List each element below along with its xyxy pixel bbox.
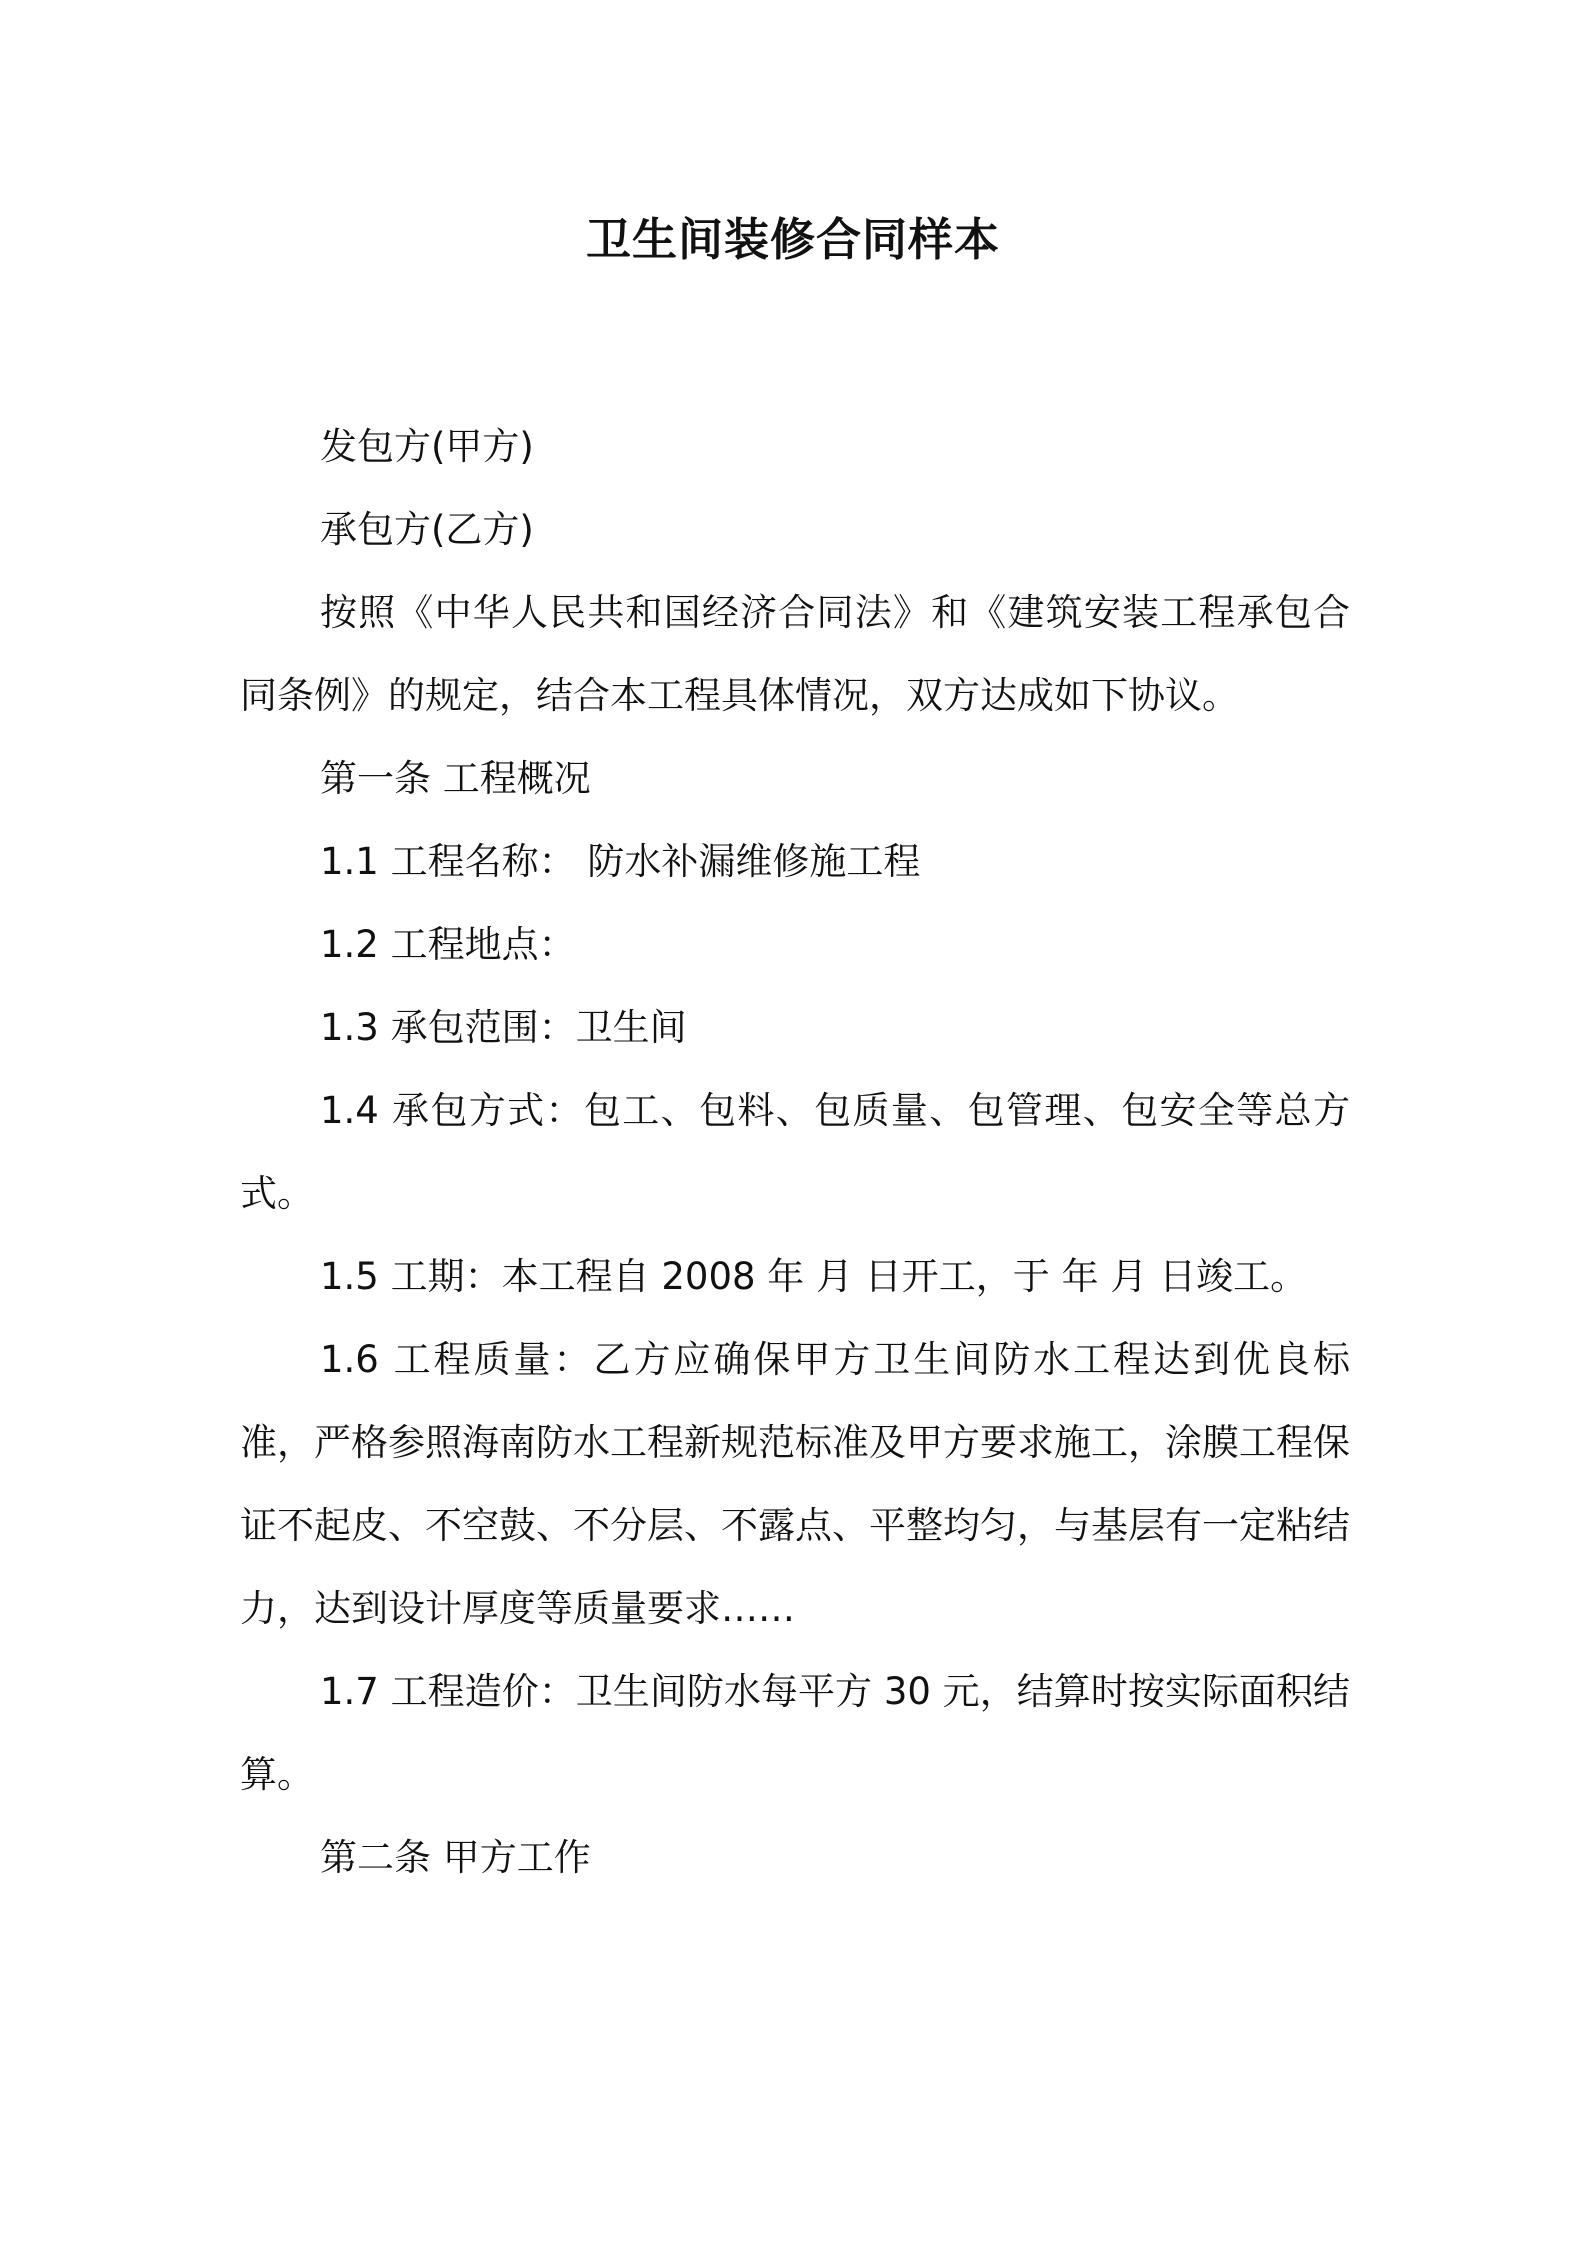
document-body xyxy=(240,405,1350,1899)
clause-1-1: 1.1 工程名称： 防水补漏维修施工程 xyxy=(320,840,921,883)
article-1-heading: 第一条 工程概况 xyxy=(320,757,591,800)
document-title: 卫生间装修合同样本 xyxy=(585,213,1000,266)
clause-1-2: 1.2 工程地点： xyxy=(320,923,576,966)
clause-1-7: 1.7 工程造价：卫生间防水每平方 30 元，结算时按实际面积结算。 xyxy=(240,1670,1350,1796)
clause-1-5: 1.5 工期：本工程自 2008 年 月 日开工，于 年 月 日竣工。 xyxy=(320,1255,1308,1298)
article-2-heading: 第二条 甲方工作 xyxy=(320,1836,591,1879)
preamble-paragraph: 按照《中华人民共和国经济合同法》和《建筑安装工程承包合同条例》的规定，结合本工程具体情况，双方达成如下协议。 xyxy=(240,591,1350,717)
clause-1-4: 1.4 承包方式：包工、包料、包质量、包管理、包安全等总方式。 xyxy=(240,1089,1350,1215)
party-b-line: 承包方(乙方) xyxy=(320,508,534,551)
clause-1-3: 1.3 承包范围：卫生间 xyxy=(320,1006,687,1049)
party-a-line: 发包方(甲方) xyxy=(320,425,534,468)
clause-1-6: 1.6 工程质量：乙方应确保甲方卫生间防水工程达到优良标准，严格参照海南防水工程新规范标准及甲方要求施工，涂膜工程保证不起皮、不空鼓、不分层、不露点、平整均匀，与基层有一定粘结力，达到设计厚度等质量要求…… xyxy=(240,1338,1350,1630)
